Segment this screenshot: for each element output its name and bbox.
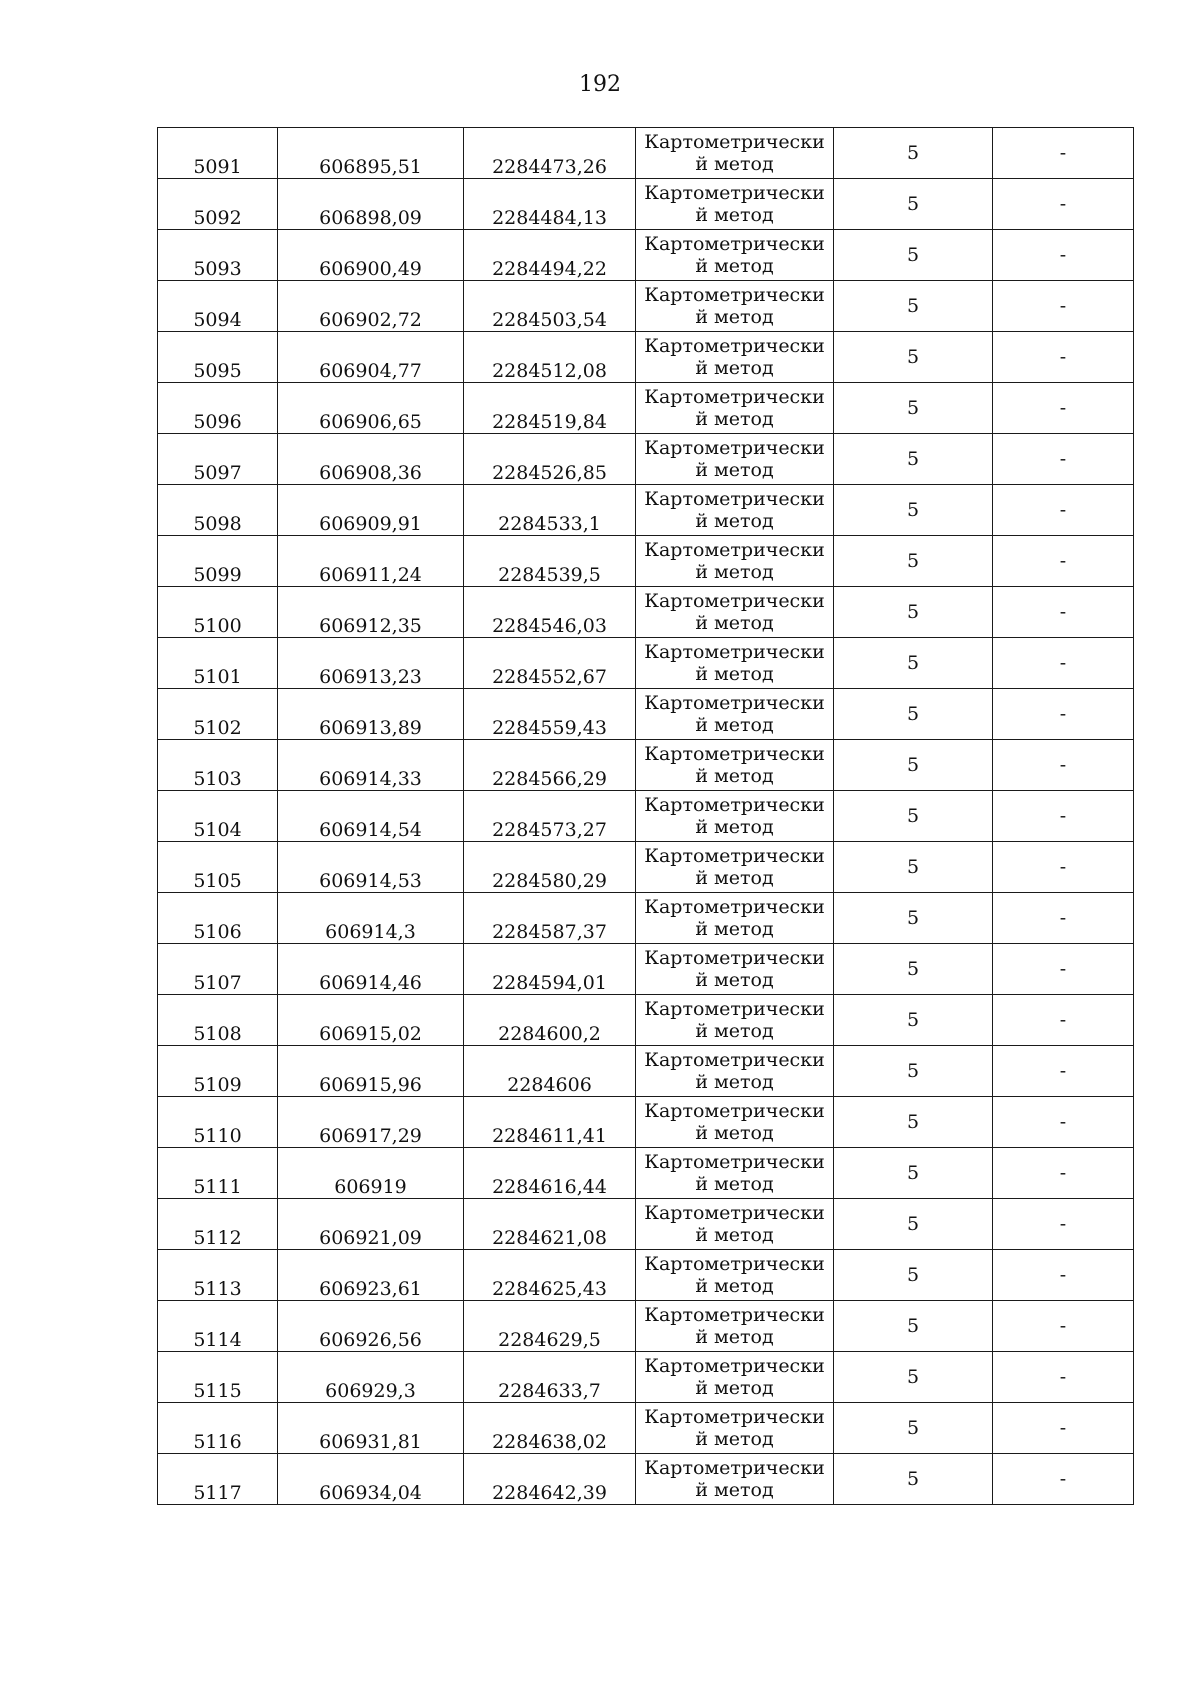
note-cell: - xyxy=(993,638,1134,689)
accuracy-cell: 5 xyxy=(834,893,993,944)
method-text-line-2: й метод xyxy=(695,1071,774,1093)
y-coordinate-cell: 2284552,67 xyxy=(464,638,636,689)
method-text-line-2: й метод xyxy=(695,459,774,481)
accuracy-cell: 5 xyxy=(834,1199,993,1250)
page-number: 192 xyxy=(579,72,621,97)
y-coordinate-cell: 2284587,37 xyxy=(464,893,636,944)
accuracy-cell: 5 xyxy=(834,485,993,536)
point-number-cell: 5108 xyxy=(158,995,278,1046)
method-text-line-2: й метод xyxy=(695,765,774,787)
table-row xyxy=(158,536,1134,587)
x-coordinate-cell: 606914,53 xyxy=(278,842,464,893)
method-cell xyxy=(636,842,834,893)
note-cell: - xyxy=(993,842,1134,893)
table-row xyxy=(158,995,1134,1046)
accuracy-cell: 5 xyxy=(834,1148,993,1199)
x-coordinate-cell: 606900,49 xyxy=(278,230,464,281)
method-text-line-2: й метод xyxy=(695,153,774,175)
table-row xyxy=(158,944,1134,995)
method-cell xyxy=(636,740,834,791)
note-cell: - xyxy=(993,587,1134,638)
note-cell: - xyxy=(993,1403,1134,1454)
x-coordinate-cell: 606914,46 xyxy=(278,944,464,995)
table-row xyxy=(158,230,1134,281)
method-text-line-1: Картометрически xyxy=(644,182,825,204)
point-number-cell: 5106 xyxy=(158,893,278,944)
y-coordinate-cell: 2284566,29 xyxy=(464,740,636,791)
table-row xyxy=(158,383,1134,434)
table-row xyxy=(158,842,1134,893)
point-number-cell: 5100 xyxy=(158,587,278,638)
table-row xyxy=(158,1301,1134,1352)
x-coordinate-cell: 606926,56 xyxy=(278,1301,464,1352)
point-number-cell: 5092 xyxy=(158,179,278,230)
x-coordinate-cell: 606914,3 xyxy=(278,893,464,944)
accuracy-cell: 5 xyxy=(834,281,993,332)
point-number-cell: 5101 xyxy=(158,638,278,689)
note-cell: - xyxy=(993,128,1134,179)
accuracy-cell: 5 xyxy=(834,434,993,485)
note-cell: - xyxy=(993,383,1134,434)
coordinates-table xyxy=(157,127,1134,1505)
accuracy-cell: 5 xyxy=(834,536,993,587)
accuracy-cell: 5 xyxy=(834,842,993,893)
method-cell xyxy=(636,128,834,179)
accuracy-cell: 5 xyxy=(834,179,993,230)
point-number-cell: 5099 xyxy=(158,536,278,587)
note-cell: - xyxy=(993,1250,1134,1301)
note-cell: - xyxy=(993,1199,1134,1250)
point-number-cell: 5091 xyxy=(158,128,278,179)
y-coordinate-cell: 2284559,43 xyxy=(464,689,636,740)
method-text-line-2: й метод xyxy=(695,1377,774,1399)
method-text-line-2: й метод xyxy=(695,714,774,736)
note-cell: - xyxy=(993,230,1134,281)
accuracy-cell: 5 xyxy=(834,689,993,740)
y-coordinate-cell: 2284494,22 xyxy=(464,230,636,281)
method-cell xyxy=(636,1097,834,1148)
method-text-line-1: Картометрически xyxy=(644,641,825,663)
accuracy-cell: 5 xyxy=(834,791,993,842)
method-text-line-1: Картометрически xyxy=(644,488,825,510)
accuracy-cell: 5 xyxy=(834,638,993,689)
point-number-cell: 5098 xyxy=(158,485,278,536)
table-row xyxy=(158,128,1134,179)
table-row xyxy=(158,179,1134,230)
method-text-line-2: й метод xyxy=(695,663,774,685)
note-cell: - xyxy=(993,1352,1134,1403)
point-number-cell: 5107 xyxy=(158,944,278,995)
table-row xyxy=(158,1352,1134,1403)
method-cell xyxy=(636,587,834,638)
method-cell xyxy=(636,791,834,842)
method-text-line-1: Картометрически xyxy=(644,845,825,867)
x-coordinate-cell: 606929,3 xyxy=(278,1352,464,1403)
method-text-line-2: й метод xyxy=(695,969,774,991)
point-number-cell: 5102 xyxy=(158,689,278,740)
method-text-line-1: Картометрически xyxy=(644,539,825,561)
method-text-line-1: Картометрически xyxy=(644,1253,825,1275)
method-text-line-2: й метод xyxy=(695,612,774,634)
x-coordinate-cell: 606921,09 xyxy=(278,1199,464,1250)
accuracy-cell: 5 xyxy=(834,332,993,383)
x-coordinate-cell: 606904,77 xyxy=(278,332,464,383)
accuracy-cell: 5 xyxy=(834,1250,993,1301)
point-number-cell: 5105 xyxy=(158,842,278,893)
accuracy-cell: 5 xyxy=(834,1454,993,1505)
y-coordinate-cell: 2284546,03 xyxy=(464,587,636,638)
table-row xyxy=(158,281,1134,332)
method-cell xyxy=(636,281,834,332)
method-text-line-1: Картометрически xyxy=(644,692,825,714)
table-row xyxy=(158,434,1134,485)
table-row xyxy=(158,1046,1134,1097)
method-text-line-1: Картометрически xyxy=(644,437,825,459)
accuracy-cell: 5 xyxy=(834,740,993,791)
method-text-line-2: й метод xyxy=(695,1326,774,1348)
method-text-line-2: й метод xyxy=(695,561,774,583)
method-text-line-2: й метод xyxy=(695,1224,774,1246)
method-cell xyxy=(636,689,834,740)
note-cell: - xyxy=(993,1046,1134,1097)
y-coordinate-cell: 2284580,29 xyxy=(464,842,636,893)
table-row xyxy=(158,893,1134,944)
point-number-cell: 5093 xyxy=(158,230,278,281)
point-number-cell: 5113 xyxy=(158,1250,278,1301)
y-coordinate-cell: 2284519,84 xyxy=(464,383,636,434)
x-coordinate-cell: 606913,23 xyxy=(278,638,464,689)
accuracy-cell: 5 xyxy=(834,944,993,995)
x-coordinate-cell: 606912,35 xyxy=(278,587,464,638)
method-text-line-1: Картометрически xyxy=(644,743,825,765)
y-coordinate-cell: 2284600,2 xyxy=(464,995,636,1046)
table-row xyxy=(158,1250,1134,1301)
accuracy-cell: 5 xyxy=(834,128,993,179)
y-coordinate-cell: 2284512,08 xyxy=(464,332,636,383)
method-text-line-1: Картометрически xyxy=(644,998,825,1020)
method-cell xyxy=(636,1046,834,1097)
method-text-line-1: Картометрически xyxy=(644,1049,825,1071)
accuracy-cell: 5 xyxy=(834,383,993,434)
method-text-line-2: й метод xyxy=(695,1020,774,1042)
y-coordinate-cell: 2284533,1 xyxy=(464,485,636,536)
point-number-cell: 5109 xyxy=(158,1046,278,1097)
method-cell xyxy=(636,1454,834,1505)
note-cell: - xyxy=(993,1301,1134,1352)
method-cell xyxy=(636,1148,834,1199)
method-text-line-1: Картометрически xyxy=(644,1151,825,1173)
method-cell xyxy=(636,179,834,230)
method-text-line-1: Картометрически xyxy=(644,1202,825,1224)
y-coordinate-cell: 2284503,54 xyxy=(464,281,636,332)
accuracy-cell: 5 xyxy=(834,587,993,638)
y-coordinate-cell: 2284611,41 xyxy=(464,1097,636,1148)
y-coordinate-cell: 2284616,44 xyxy=(464,1148,636,1199)
y-coordinate-cell: 2284629,5 xyxy=(464,1301,636,1352)
point-number-cell: 5097 xyxy=(158,434,278,485)
y-coordinate-cell: 2284594,01 xyxy=(464,944,636,995)
method-text-line-1: Картометрически xyxy=(644,284,825,306)
x-coordinate-cell: 606898,09 xyxy=(278,179,464,230)
point-number-cell: 5110 xyxy=(158,1097,278,1148)
x-coordinate-cell: 606911,24 xyxy=(278,536,464,587)
method-text-line-1: Картометрически xyxy=(644,1406,825,1428)
table-row xyxy=(158,1454,1134,1505)
method-cell xyxy=(636,995,834,1046)
x-coordinate-cell: 606914,54 xyxy=(278,791,464,842)
note-cell: - xyxy=(993,281,1134,332)
y-coordinate-cell: 2284473,26 xyxy=(464,128,636,179)
method-text-line-1: Картометрически xyxy=(644,947,825,969)
y-coordinate-cell: 2284621,08 xyxy=(464,1199,636,1250)
point-number-cell: 5103 xyxy=(158,740,278,791)
accuracy-cell: 5 xyxy=(834,1352,993,1403)
method-cell xyxy=(636,893,834,944)
accuracy-cell: 5 xyxy=(834,230,993,281)
x-coordinate-cell: 606906,65 xyxy=(278,383,464,434)
table-row xyxy=(158,332,1134,383)
accuracy-cell: 5 xyxy=(834,1301,993,1352)
x-coordinate-cell: 606915,02 xyxy=(278,995,464,1046)
method-text-line-1: Картометрически xyxy=(644,1304,825,1326)
x-coordinate-cell: 606919 xyxy=(278,1148,464,1199)
note-cell: - xyxy=(993,1454,1134,1505)
method-text-line-2: й метод xyxy=(695,918,774,940)
note-cell: - xyxy=(993,893,1134,944)
method-text-line-1: Картометрически xyxy=(644,590,825,612)
method-cell xyxy=(636,1199,834,1250)
method-cell xyxy=(636,1250,834,1301)
note-cell: - xyxy=(993,434,1134,485)
method-cell xyxy=(636,1403,834,1454)
note-cell: - xyxy=(993,791,1134,842)
method-text-line-2: й метод xyxy=(695,255,774,277)
coordinates-table-body xyxy=(158,128,1134,1505)
note-cell: - xyxy=(993,944,1134,995)
y-coordinate-cell: 2284633,7 xyxy=(464,1352,636,1403)
x-coordinate-cell: 606923,61 xyxy=(278,1250,464,1301)
x-coordinate-cell: 606909,91 xyxy=(278,485,464,536)
point-number-cell: 5096 xyxy=(158,383,278,434)
note-cell: - xyxy=(993,179,1134,230)
point-number-cell: 5115 xyxy=(158,1352,278,1403)
point-number-cell: 5104 xyxy=(158,791,278,842)
note-cell: - xyxy=(993,995,1134,1046)
point-number-cell: 5095 xyxy=(158,332,278,383)
x-coordinate-cell: 606913,89 xyxy=(278,689,464,740)
point-number-cell: 5117 xyxy=(158,1454,278,1505)
method-cell xyxy=(636,485,834,536)
x-coordinate-cell: 606914,33 xyxy=(278,740,464,791)
y-coordinate-cell: 2284539,5 xyxy=(464,536,636,587)
method-cell xyxy=(636,1352,834,1403)
x-coordinate-cell: 606934,04 xyxy=(278,1454,464,1505)
method-text-line-2: й метод xyxy=(695,1173,774,1195)
method-cell xyxy=(636,536,834,587)
x-coordinate-cell: 606895,51 xyxy=(278,128,464,179)
method-text-line-1: Картометрически xyxy=(644,1100,825,1122)
x-coordinate-cell: 606931,81 xyxy=(278,1403,464,1454)
accuracy-cell: 5 xyxy=(834,1097,993,1148)
accuracy-cell: 5 xyxy=(834,995,993,1046)
method-cell xyxy=(636,1301,834,1352)
table-row xyxy=(158,1097,1134,1148)
y-coordinate-cell: 2284573,27 xyxy=(464,791,636,842)
point-number-cell: 5094 xyxy=(158,281,278,332)
point-number-cell: 5111 xyxy=(158,1148,278,1199)
x-coordinate-cell: 606908,36 xyxy=(278,434,464,485)
method-text-line-2: й метод xyxy=(695,204,774,226)
accuracy-cell: 5 xyxy=(834,1046,993,1097)
method-cell xyxy=(636,383,834,434)
point-number-cell: 5112 xyxy=(158,1199,278,1250)
method-text-line-1: Картометрически xyxy=(644,896,825,918)
point-number-cell: 5114 xyxy=(158,1301,278,1352)
table-row xyxy=(158,587,1134,638)
method-text-line-2: й метод xyxy=(695,408,774,430)
method-text-line-2: й метод xyxy=(695,306,774,328)
method-cell xyxy=(636,638,834,689)
y-coordinate-cell: 2284526,85 xyxy=(464,434,636,485)
method-cell xyxy=(636,434,834,485)
table-row xyxy=(158,1403,1134,1454)
note-cell: - xyxy=(993,1097,1134,1148)
note-cell: - xyxy=(993,689,1134,740)
accuracy-cell: 5 xyxy=(834,1403,993,1454)
method-text-line-2: й метод xyxy=(695,1479,774,1501)
note-cell: - xyxy=(993,1148,1134,1199)
method-text-line-2: й метод xyxy=(695,1122,774,1144)
y-coordinate-cell: 2284484,13 xyxy=(464,179,636,230)
note-cell: - xyxy=(993,485,1134,536)
note-cell: - xyxy=(993,332,1134,383)
method-cell xyxy=(636,332,834,383)
y-coordinate-cell: 2284642,39 xyxy=(464,1454,636,1505)
method-text-line-2: й метод xyxy=(695,357,774,379)
method-text-line-2: й метод xyxy=(695,1275,774,1297)
x-coordinate-cell: 606915,96 xyxy=(278,1046,464,1097)
method-text-line-1: Картометрически xyxy=(644,335,825,357)
table-row xyxy=(158,1199,1134,1250)
table-row xyxy=(158,638,1134,689)
y-coordinate-cell: 2284606 xyxy=(464,1046,636,1097)
x-coordinate-cell: 606902,72 xyxy=(278,281,464,332)
method-text-line-1: Картометрически xyxy=(644,1457,825,1479)
point-number-cell: 5116 xyxy=(158,1403,278,1454)
table-row xyxy=(158,791,1134,842)
method-text-line-2: й метод xyxy=(695,867,774,889)
method-text-line-1: Картометрически xyxy=(644,233,825,255)
method-text-line-1: Картометрически xyxy=(644,794,825,816)
method-cell xyxy=(636,944,834,995)
x-coordinate-cell: 606917,29 xyxy=(278,1097,464,1148)
method-text-line-1: Картометрически xyxy=(644,131,825,153)
table-row xyxy=(158,485,1134,536)
table-row xyxy=(158,740,1134,791)
method-text-line-2: й метод xyxy=(695,510,774,532)
table-row xyxy=(158,689,1134,740)
method-text-line-1: Картометрически xyxy=(644,386,825,408)
y-coordinate-cell: 2284638,02 xyxy=(464,1403,636,1454)
y-coordinate-cell: 2284625,43 xyxy=(464,1250,636,1301)
method-text-line-2: й метод xyxy=(695,1428,774,1450)
method-cell xyxy=(636,230,834,281)
note-cell: - xyxy=(993,740,1134,791)
method-text-line-1: Картометрически xyxy=(644,1355,825,1377)
method-text-line-2: й метод xyxy=(695,816,774,838)
note-cell: - xyxy=(993,536,1134,587)
table-row xyxy=(158,1148,1134,1199)
